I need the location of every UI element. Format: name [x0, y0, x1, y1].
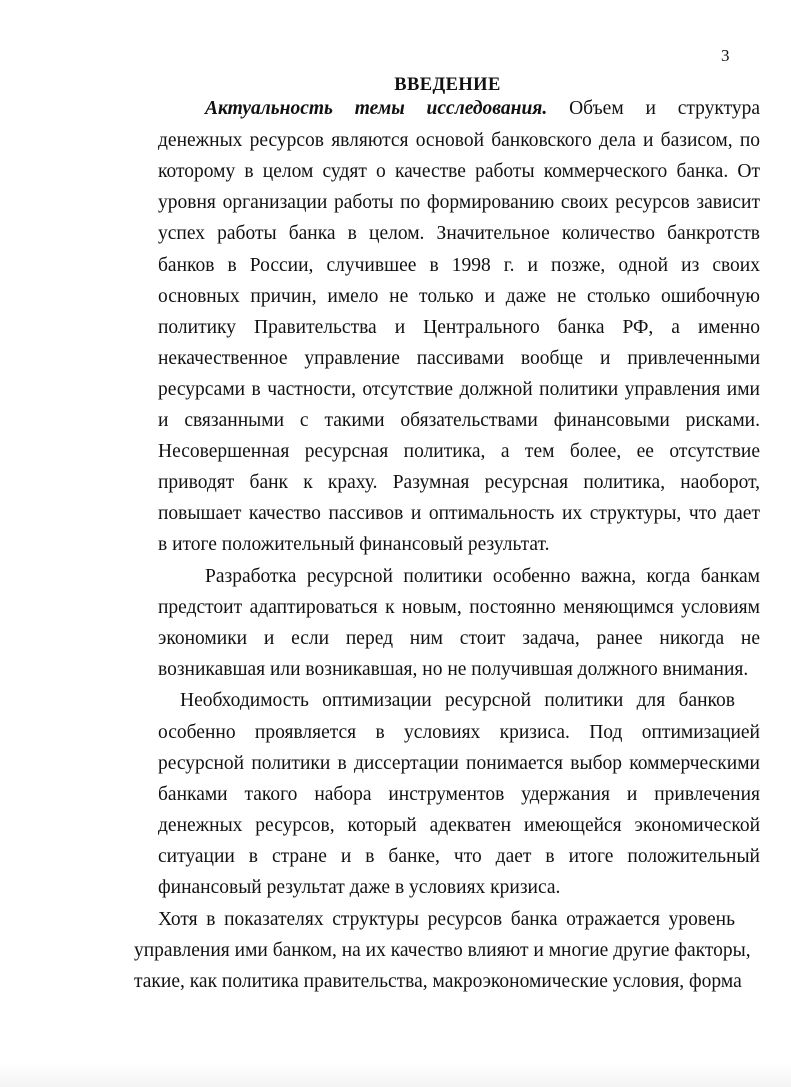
text-line: экономики и если перед ним стоит задача, ранее никогда не [158, 628, 760, 649]
text-line: такие, как политика правительства, макроэкономические условия, форма [134, 971, 742, 992]
text-line: приводят банк к краху. Разумная ресурсная политика, наоборот, [158, 472, 760, 493]
text-line: успех работы банка в целом. Значительное количество банкротств [158, 223, 760, 244]
text-fragment: Объем и структура [569, 98, 761, 119]
text-line: ресурсной политики в диссертации понимается выбор коммерческими [158, 753, 760, 774]
text-line: особенно проявляется в условиях кризиса. Под оптимизацией [158, 722, 760, 743]
section-heading: ВВЕДЕНИЕ [394, 75, 501, 95]
page-number: 3 [721, 46, 730, 65]
text-line: денежных ресурсов, который адекватен имеющейся экономической [158, 815, 760, 836]
text-line: финансовый результат даже в условиях кризиса. [158, 877, 561, 898]
text-line: Необходимость оптимизации ресурсной политики для банков [180, 690, 735, 711]
scan-shadow [0, 1062, 791, 1087]
relevance-title: Актуальность темы исследования. [205, 98, 548, 119]
text-line: некачественное управление пассивами вообще и привлеченными [158, 348, 760, 369]
text-line: в итоге положительный финансовый результат. [158, 534, 550, 555]
text-line: уровня организации работы по формированию своих ресурсов зависит [158, 192, 760, 213]
text-line: Несовершенная ресурсная политика, а тем более, ее отсутствие [158, 441, 760, 462]
text-line: банками такого набора инструментов удержания и привлечения [158, 784, 760, 805]
text-line: политику Правительства и Центрального банка РФ, а именно [158, 317, 760, 338]
text-line: повышает качество пассивов и оптимальность их структуры, что дает [158, 503, 760, 524]
text-line: банков в России, случившее в 1998 г. и позже, одной из своих [158, 255, 760, 276]
text-line: которому в целом судят о качестве работы коммерческого банка. От [158, 161, 760, 182]
text-line: предстоит адаптироваться к новым, постоянно меняющимся условиям [158, 597, 760, 618]
text-line: Разработка ресурсной политики особенно важна, когда банкам [205, 566, 760, 587]
text-line: и связанными с такими обязательствами финансовыми рисками. [158, 410, 760, 431]
text-line [205, 96, 760, 122]
text-line: управления ими банком, на их качество влияют и многие другие факторы, [134, 940, 751, 961]
text-line: основных причин, имело не только и даже не столько ошибочную [158, 286, 760, 307]
text-line: денежных ресурсов являются основой банковского дела и базисом, по [158, 130, 760, 151]
text-line: ресурсами в частности, отсутствие должной политики управления ими [158, 379, 760, 400]
text-line: ситуации в стране и в банке, что дает в итоге положительный [158, 846, 760, 867]
text-line: возникавшая или возникавшая, но не получившая должного внимания. [158, 659, 749, 680]
text-line: Хотя в показателях структуры ресурсов банка отражается уровень [158, 909, 735, 930]
